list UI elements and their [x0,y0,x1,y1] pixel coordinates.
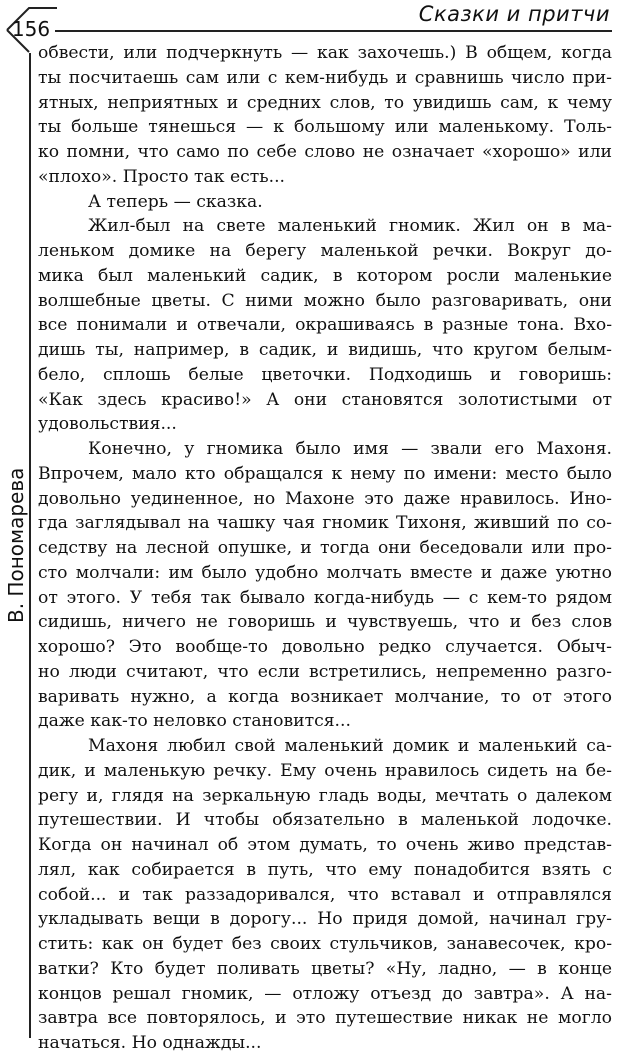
text-line: Махоня любил свой маленький домик и маленький са- [88,736,612,756]
author-name: В. Пономарева [4,467,28,623]
text-line: стить: как он будет без своих стульчиков, занавесочек, кро- [38,934,612,954]
margin-rule [29,53,31,1038]
text-line: волшебные цветы. С ними можно было разговаривать, они [38,290,612,311]
body-text [38,41,612,1056]
text-line: ты больше тянешься — к большому или маленькому. Толь- [38,117,612,138]
text-line: «Как здесь красиво!» А они становятся золотистыми от [38,389,612,410]
text-line: собой... и так раззадоривался, что вставал и отправлялся [38,884,612,905]
text-line: А теперь — сказка. [88,191,263,212]
text-line: леньком домике на берегу маленькой речки. Вокруг до- [38,241,612,261]
text-line: «плохо». Просто так есть... [38,166,286,187]
running-title: Сказки и притчи [418,2,610,26]
text-line: ятных, неприятных и средних слов, то увидишь сам, к чему [38,92,612,113]
text-line: все понимали и отвечали, окрашиваясь в разные тона. Вхо- [38,315,612,336]
text-line: укладывать вещи в дорогу... Но придя домой, начинал гру- [38,909,612,930]
text-line: лял, как собирается в путь, что ему понадобится взять с [38,859,612,880]
text-line: даже как-то неловко становится... [38,711,351,732]
text-line: дишь ты, например, в садик, и видишь, что кругом белым- [38,340,612,360]
text-line: Впрочем, мало кто обращался к нему по имени: место было [38,463,612,484]
text-line: ко помни, что само по себе слово не означает «хорошо» или [38,142,612,162]
text-line: седству на лесной опушке, и тогда они беседовали или про- [38,538,612,558]
text-line: от этого. У тебя так бывало когда-нибудь — с кем-то рядом [38,587,612,608]
text-line: хорошо? Это вообще-то довольно редко случается. Обыч- [38,637,612,657]
text-line: Жил-был на свете маленький гномик. Жил он в ма- [88,216,612,237]
text-line: удовольствия... [38,414,177,435]
text-line: но люди считают, что если встретились, непременно разго- [38,661,612,682]
text-line: гда заглядывал на чашку чая гномик Тихоня, живший по со- [38,513,612,534]
text-line: начаться. Но однажды... [38,1033,262,1053]
text-line: дик, и маленькую речку. Ему очень нравилось сидеть на бе- [38,760,612,781]
text-line: Когда он начинал об этом думать, то очень живо представ- [38,835,612,855]
text-line: мика был маленький садик, в котором росли маленькие [38,265,612,286]
text-line: Конечно, у гномика было имя — звали его Махоня. [88,439,612,459]
text-line: варивать нужно, а когда возникает молчание, то от этого [38,686,612,707]
text-line: ватки? Кто будет поливать цветы? «Ну, ладно, — в конце [38,958,612,979]
text-line: сидишь, ничего не говоришь и чувствуешь, что и без слов [38,612,612,633]
header-rule [55,30,612,32]
text-line: путешествии. И чтобы обязательно в маленькой лодочке. [38,810,612,831]
text-line: завтра все повторялось, и это путешествие никак не могло [38,1008,612,1029]
text-line: ты посчитаешь сам или с кем-нибудь и сравнишь число при- [38,67,612,88]
text-line: довольно уединенное, но Махоне это даже нравилось. Ино- [38,488,612,509]
text-line: концов решал гномик, — отложу отъезд до завтра». А на- [38,983,612,1004]
text-line: обвести, или подчеркнуть — как захочешь.) В общем, когда [38,43,612,63]
text-line: бело, сплошь белые цветочки. Подходишь и говоришь: [38,364,612,385]
text-line: сто молчали: им было удобно молчать вместе и даже уютно [38,562,612,583]
text-line: регу и, глядя на зеркальную гладь воды, мечтать о далеком [38,785,612,806]
page-number: 156 [11,17,51,41]
